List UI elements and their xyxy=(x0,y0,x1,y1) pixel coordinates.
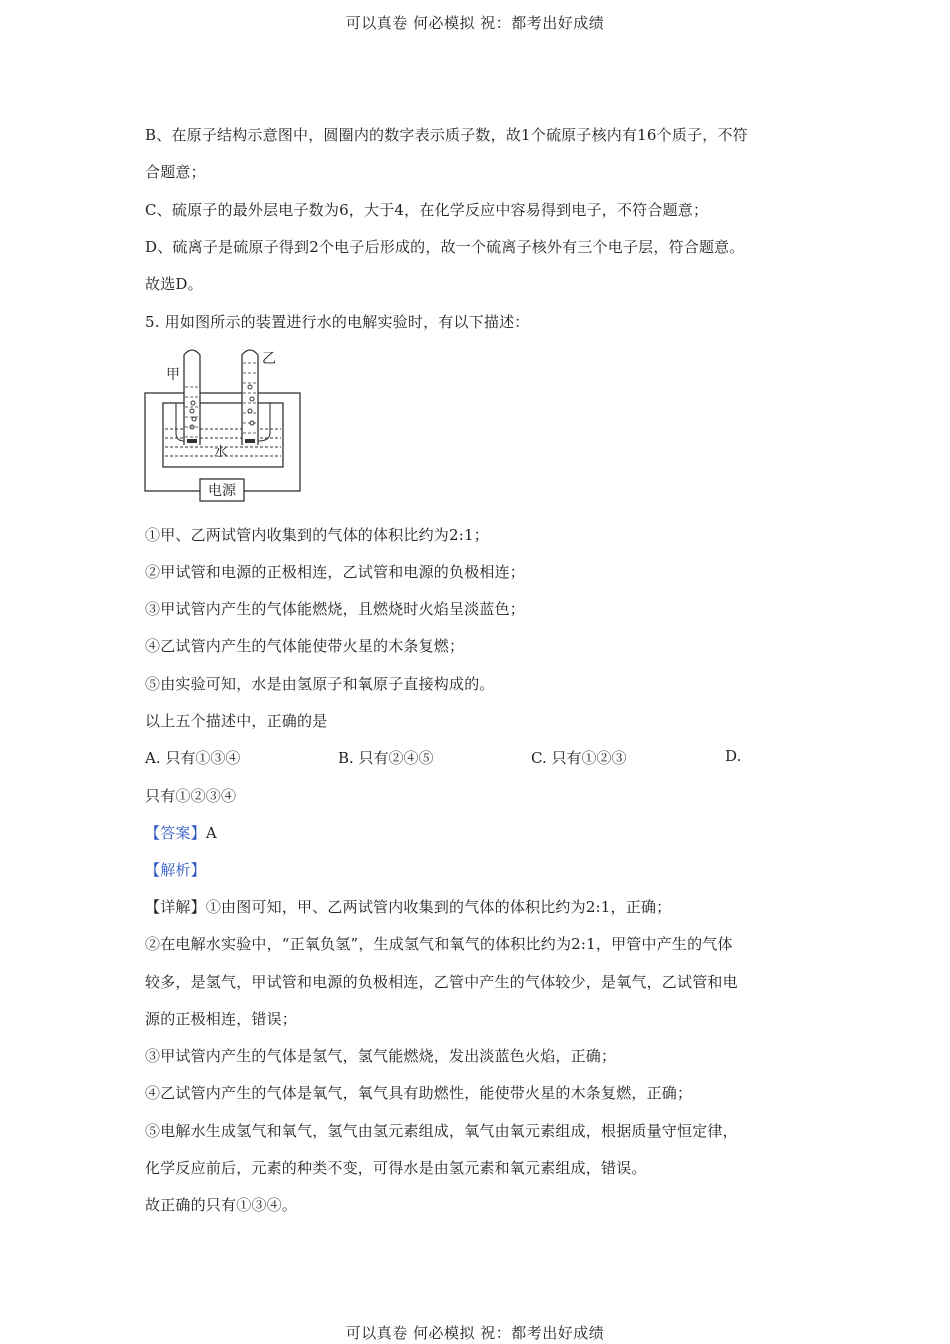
detail-line-4: 源的正极相连，错误； xyxy=(145,1010,298,1028)
answer-line xyxy=(145,822,217,843)
analysis-option-d: D、硫离子是硫原子得到2个电子后形成的，故一个硫离子核外有三个电子层，符合题意。 xyxy=(145,238,745,256)
statement-1: ①甲、乙两试管内收集到的气体的体积比约为2:1； xyxy=(145,526,489,544)
answer-tag: 【答案】 xyxy=(145,824,206,842)
tube-yi-label: 乙 xyxy=(262,351,276,367)
statement-2: ②甲试管和电源的正极相连，乙试管和电源的负极相连； xyxy=(145,563,526,581)
statement-5: ⑤由实验可知，水是由氢原子和氧原子直接构成的。 xyxy=(145,675,495,693)
analysis-tag: 【解析】 xyxy=(145,861,206,879)
electrolysis-diagram xyxy=(140,343,310,505)
electrode-yi xyxy=(245,439,255,443)
answer-value: A xyxy=(205,824,217,842)
statement-3: ③甲试管内产生的气体能燃烧，且燃烧时火焰呈淡蓝色； xyxy=(145,600,526,618)
tube-jia xyxy=(184,350,200,445)
option-d-text: 只有①②③④ xyxy=(145,787,237,805)
analysis-option-b-line2: 合题意； xyxy=(145,163,206,181)
detail-line-6: ④乙试管内产生的气体是氧气，氧气具有助燃性，能使带火星的木条复燃，正确； xyxy=(145,1084,693,1102)
power-supply-label: 电源 xyxy=(208,483,236,499)
question-prompt: 以上五个描述中，正确的是 xyxy=(145,712,328,730)
detail-line-7: ⑤电解水生成氢气和氧气，氢气由氢元素组成，氧气由氧元素组成，根据质量守恒定律， xyxy=(145,1122,738,1140)
detail-line-9: 故正确的只有①③④。 xyxy=(145,1196,298,1214)
detail-line-3: 较多，是氢气，甲试管和电源的负极相连，乙管中产生的气体较少，是氧气，乙试管和电 xyxy=(145,973,738,991)
question-stem: 5. 用如图所示的装置进行水的电解实验时，有以下描述： xyxy=(145,313,530,331)
option-a: A. 只有①③④ xyxy=(145,749,241,767)
analysis-conclusion: 故选D。 xyxy=(145,275,203,293)
statement-4: ④乙试管内产生的气体能使带火星的木条复燃； xyxy=(145,637,465,655)
detail-tag: 【详解】 xyxy=(145,898,206,916)
analysis-option-c: C、硫原子的最外层电子数为6，大于4，在化学反应中容易得到电子，不符合题意； xyxy=(145,201,709,219)
detail-line-1 xyxy=(145,896,671,917)
detail-text-1: ①由图可知，甲、乙两试管内收集到的气体的体积比约为2:1，正确； xyxy=(205,898,672,916)
option-d-label: D. xyxy=(725,747,742,765)
detail-line-2: ②在电解水实验中，“正氧负氢”，生成氢气和氧气的体积比约为2:1，甲管中产生的气体 xyxy=(145,935,733,953)
page-header: 可以真卷 何必模拟 祝：都考出好成绩 xyxy=(345,14,605,32)
water-label: 水 xyxy=(214,445,228,460)
detail-line-8: 化学反应前后，元素的种类不变，可得水是由氢元素和氧元素组成，错误。 xyxy=(145,1159,647,1177)
tube-jia-label: 甲 xyxy=(166,367,180,383)
electrode-jia xyxy=(187,439,197,443)
detail-line-5: ③甲试管内产生的气体是氢气，氢气能燃烧，发出淡蓝色火焰，正确； xyxy=(145,1047,617,1065)
option-b: B. 只有②④⑤ xyxy=(338,749,434,767)
analysis-option-b-line1: B、在原子结构示意图中，圆圈内的数字表示质子数，故1个硫原子核内有16个质子，不符 xyxy=(145,126,748,144)
option-c: C. 只有①②③ xyxy=(531,749,627,767)
page-footer: 可以真卷 何必模拟 祝：都考出好成绩 xyxy=(345,1324,605,1342)
